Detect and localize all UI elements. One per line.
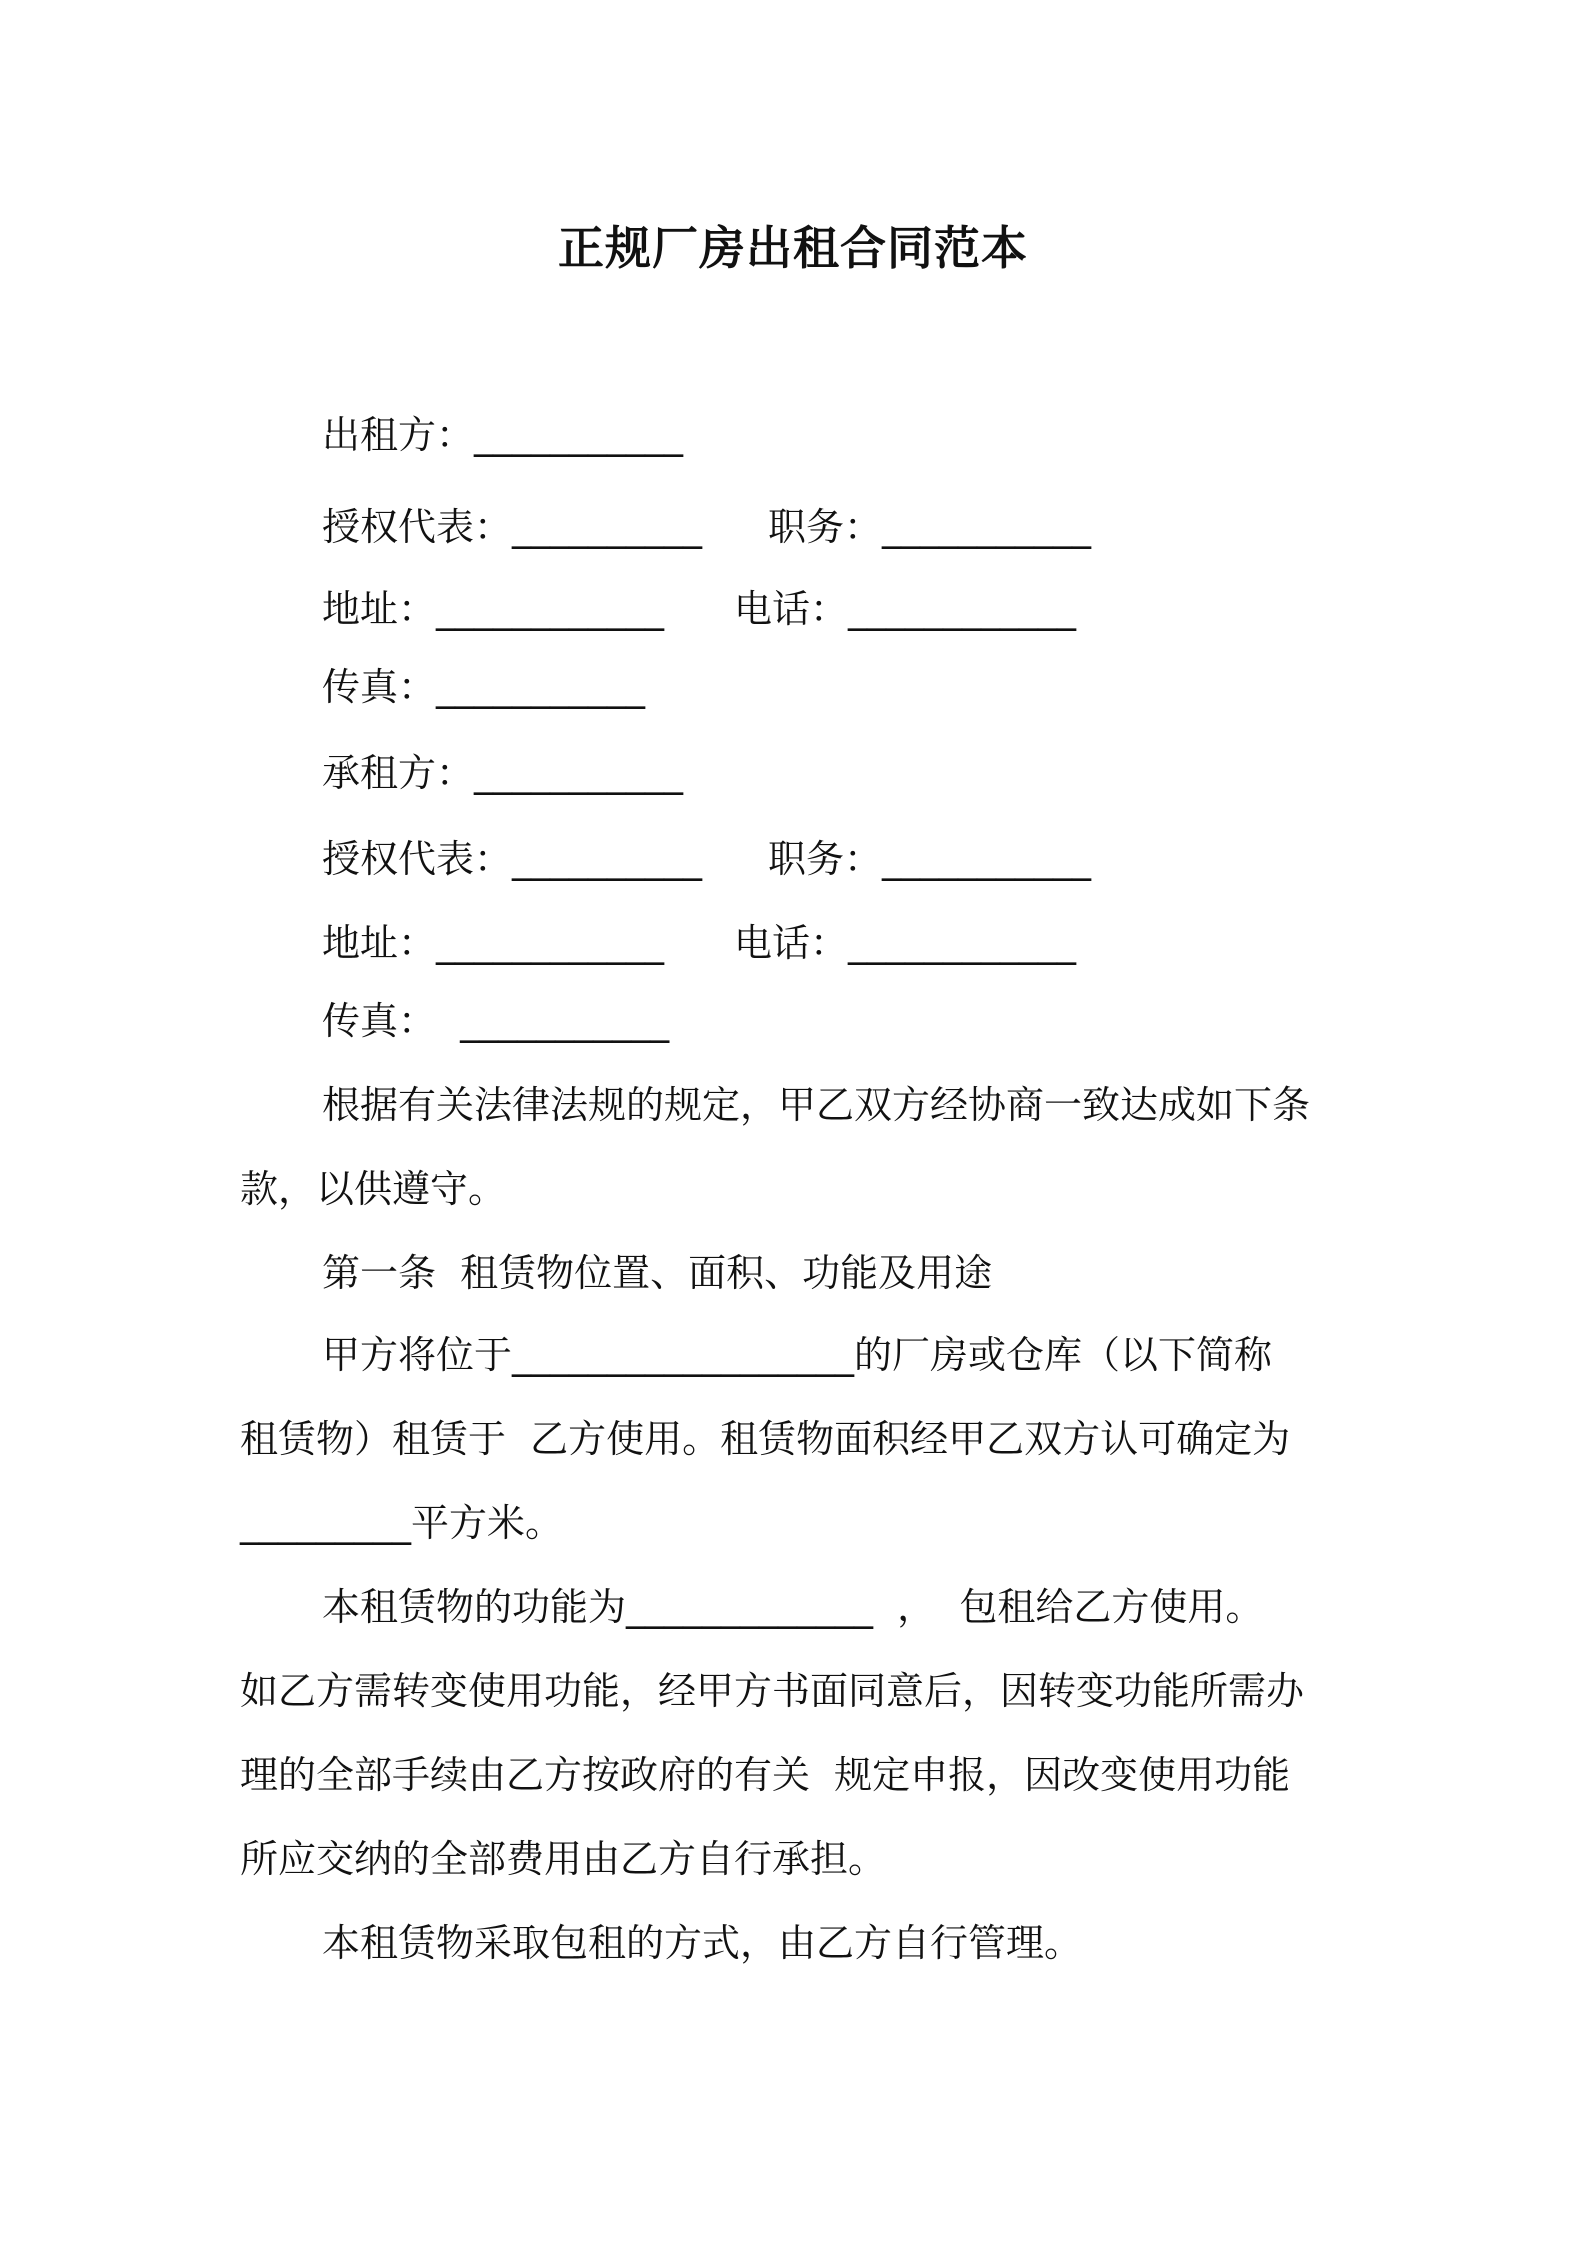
intro-paragraph-line-1: 根据有关法律法规的规定，甲乙双方经协商一致达成如下条	[322, 1083, 1311, 1127]
lessee-party-line: 承租方：___________	[322, 751, 684, 795]
lessee-position-line: 职务：___________	[768, 837, 1092, 881]
page-title: 正规厂房出租合同范本	[558, 221, 1028, 275]
article-1-paragraph-2-line-1: 本租赁物的功能为_____________ ， 包租给乙方使用。	[322, 1585, 1264, 1629]
article-1-paragraph-1-line-3: _________平方米。	[240, 1501, 564, 1545]
lessor-rep-line: 授权代表：__________	[322, 505, 703, 549]
article-1-paragraph-2-line-2: 如乙方需转变使用功能，经甲方书面同意后，因转变功能所需办	[240, 1669, 1305, 1713]
lessee-rep-line: 授权代表：__________	[322, 837, 703, 881]
lessor-fax-line: 传真：___________	[322, 665, 646, 709]
lessee-address-line: 地址：____________	[322, 921, 665, 965]
lessor-position-line: 职务：___________	[768, 505, 1092, 549]
lessor-address-line: 地址：____________	[322, 587, 665, 631]
article-1-paragraph-2-line-4: 所应交纳的全部费用由乙方自行承担。	[240, 1837, 887, 1881]
article-1-paragraph-1-line-1: 甲方将位于__________________的厂房或仓库（以下简称	[322, 1333, 1273, 1377]
lessee-fax-line: 传真： ___________	[322, 999, 670, 1043]
article-1-paragraph-2-line-3: 理的全部手续由乙方按政府的有关 规定申报，因改变使用功能	[240, 1753, 1291, 1797]
lessor-party-line: 出租方：___________	[322, 413, 684, 457]
article-1-paragraph-1-line-2: 租赁物）租赁于 乙方使用。租赁物面积经甲乙双方认可确定为	[240, 1417, 1291, 1461]
intro-paragraph-line-2: 款，以供遵守。	[240, 1167, 507, 1211]
article-1-heading: 第一条 租赁物位置、面积、功能及用途	[322, 1251, 993, 1295]
lessee-phone-line: 电话：____________	[734, 921, 1077, 965]
article-1-paragraph-3-line-1: 本租赁物采取包租的方式，由乙方自行管理。	[322, 1921, 1083, 1965]
lessor-phone-line: 电话：____________	[734, 587, 1077, 631]
